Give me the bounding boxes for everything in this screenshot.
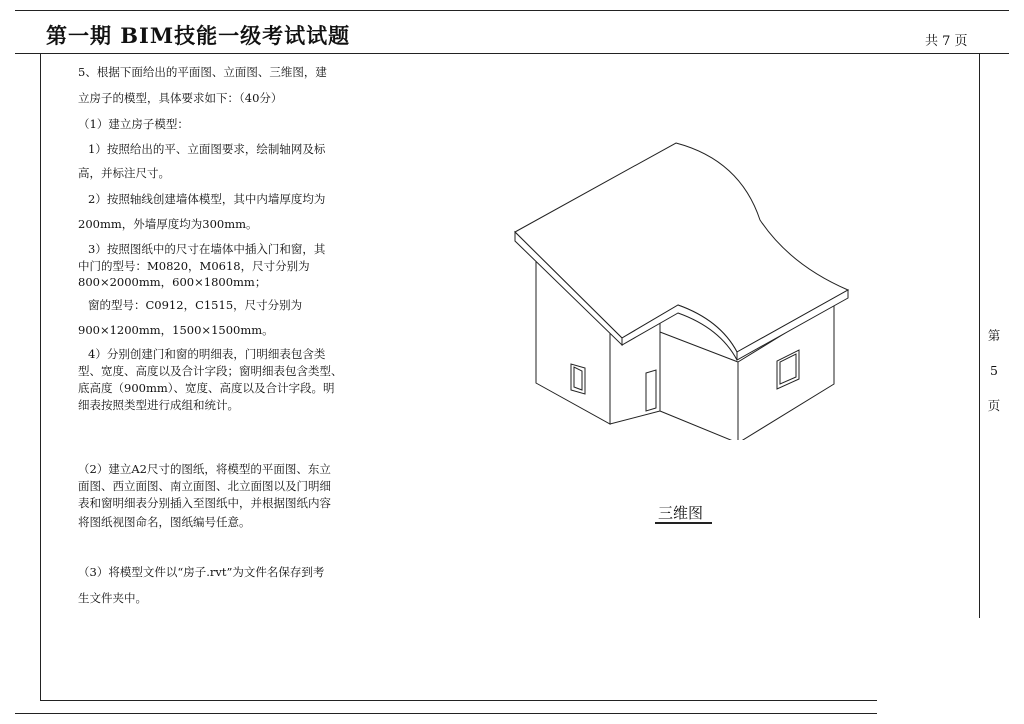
part2-line: 面图、西立面图、南立面图、北立面图以及门明细 — [78, 479, 331, 493]
figure-caption — [658, 502, 703, 523]
item-3-line: 窗的型号：C0912，C1515，尺寸分别为 — [88, 298, 303, 312]
right-border — [979, 53, 980, 618]
page-number: 5 — [990, 363, 998, 378]
part2-line: 表和窗明细表分别插入至图纸中，并根据图纸内容 — [78, 496, 331, 510]
part1-title: （1）建立房子模型： — [78, 117, 189, 131]
item-4-line: 底高度（900mm）、宽度、高度以及合计字段。明 — [78, 381, 335, 395]
outer-bottom-border — [15, 713, 877, 714]
window-left-inner — [574, 367, 582, 390]
question-line: 立房子的模型，具体要求如下：（40分） — [78, 91, 283, 105]
item-4-line: 细表按照类型进行成组和统计。 — [78, 398, 239, 412]
caption-underline — [655, 522, 712, 524]
top-border — [15, 10, 1009, 11]
header-bottom-line — [15, 53, 1009, 54]
part3-line: （3）将模型文件以“房子.rvt”为文件名保存到考 — [78, 565, 325, 579]
page-title: 第一期 BIM技能一级考试试题 — [46, 23, 351, 48]
left-border — [40, 53, 41, 701]
door — [646, 370, 656, 411]
part2-line: （2）建立A2尺寸的图纸，将模型的平面图、东立 — [78, 462, 331, 476]
item-3-line: 800×2000mm，600×1800mm； — [78, 275, 267, 289]
figure-caption-text: 三维图 — [658, 504, 704, 522]
item-4-line: 4）分别创建门和窗的明细表，门明细表包含类 — [88, 347, 326, 361]
item-1-line: 1）按照给出的平、立面图要求，绘制轴网及标 — [88, 142, 326, 156]
page-number-label — [983, 318, 1005, 423]
item-3-line: 中门的型号：M0820，M0618，尺寸分别为 — [78, 259, 310, 273]
page-label-char: 第 — [987, 328, 1001, 343]
part3-line: 生文件夹中。 — [78, 591, 147, 605]
bottom-border — [40, 700, 877, 701]
item-2-line: 2）按照轴线创建墙体模型，其中内墙厚度均为 — [88, 192, 326, 206]
right-wing-front-wall — [660, 332, 738, 440]
item-4-line: 型、宽度、高度以及合计字段；窗明细表包含类型、 — [78, 364, 343, 378]
question-line: 5、根据下面给出的平面图、立面图、三维图，建 — [78, 65, 327, 79]
item-3-line: 900×1200mm，1500×1500mm。 — [78, 323, 274, 337]
part2-line: 将图纸视图命名，图纸编号任意。 — [78, 515, 251, 529]
item-3-line: 3）按照图纸中的尺寸在墙体中插入门和窗，其 — [88, 242, 326, 256]
page-label-char: 页 — [987, 398, 1001, 413]
item-1-line: 高，并标注尺寸。 — [78, 166, 170, 180]
item-2-line: 200mm，外墙厚度均为300mm。 — [78, 217, 258, 231]
total-pages: 共 7 页 — [925, 34, 968, 49]
house-3d-drawing — [512, 140, 862, 440]
